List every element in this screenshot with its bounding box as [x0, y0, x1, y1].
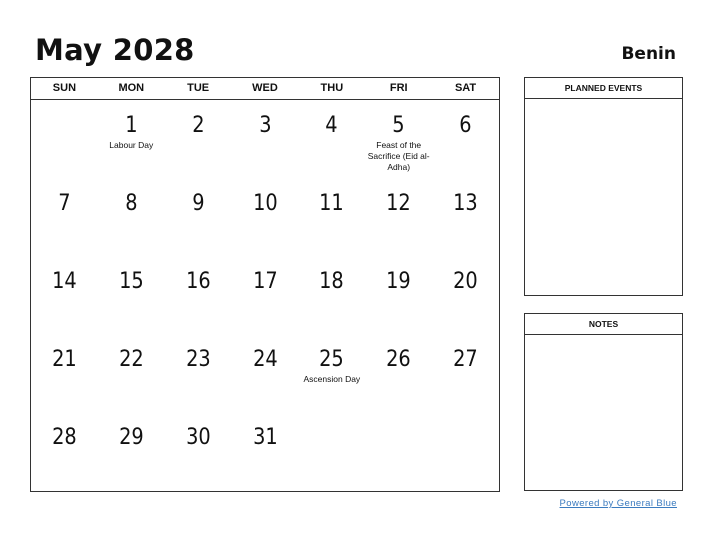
day-cell: [365, 178, 432, 256]
day-cell: [298, 412, 365, 490]
day-cell: [165, 256, 232, 334]
day-cell: [232, 100, 299, 178]
day-number: 16: [185, 269, 211, 294]
day-cell: [232, 178, 299, 256]
day-number: 5: [392, 113, 405, 138]
day-cell: [232, 334, 299, 412]
day-cell: [31, 334, 98, 412]
day-number: 11: [319, 191, 345, 216]
day-number: 18: [319, 269, 345, 294]
day-number: 25: [319, 347, 345, 372]
notes-heading: NOTES: [525, 314, 682, 335]
day-number: 4: [325, 113, 339, 138]
weekday-fri: FRI: [389, 82, 408, 94]
notes-panel: [524, 313, 683, 491]
day-number: 14: [52, 269, 77, 294]
day-number: 23: [185, 347, 211, 372]
day-cell: [31, 100, 98, 178]
day-cell: [298, 178, 365, 256]
day-cell: [432, 412, 499, 490]
day-number: 30: [185, 425, 211, 450]
day-number: 1: [125, 113, 138, 138]
day-cell: [232, 412, 299, 490]
day-cell: [165, 412, 232, 490]
day-number: 7: [58, 191, 71, 216]
day-number: 10: [252, 191, 278, 216]
day-cell: [31, 178, 98, 256]
day-number: 6: [459, 113, 472, 138]
weekday-thu: THU: [320, 82, 344, 94]
holiday-label: Feast of the Sacrifice (Eid al-Adha): [367, 140, 430, 172]
day-number: 24: [252, 347, 278, 372]
day-cell: [98, 100, 165, 178]
country-label: Benin: [621, 44, 676, 64]
day-number: 28: [52, 425, 77, 450]
day-cell: [365, 100, 432, 178]
day-number: 17: [252, 269, 278, 294]
day-number: 19: [386, 269, 412, 294]
day-number: 20: [453, 269, 478, 294]
day-cell: [31, 412, 98, 490]
day-number: 2: [191, 113, 205, 138]
powered-by-link[interactable]: Powered by General Blue: [559, 498, 677, 509]
holiday-label: Labour Day: [109, 140, 154, 150]
day-cell: [98, 334, 165, 412]
page-title: May 2028: [35, 33, 195, 67]
day-cell: [98, 178, 165, 256]
calendar-grid: [30, 77, 500, 492]
day-cell: [165, 178, 232, 256]
day-number: 21: [52, 347, 77, 372]
weekday-sat: SAT: [454, 82, 477, 94]
day-number: 12: [386, 191, 412, 216]
planned-events-heading: PLANNED EVENTS: [525, 78, 682, 99]
day-cell: [365, 334, 432, 412]
day-cell: [298, 256, 365, 334]
planned-events-panel: [524, 77, 683, 296]
weekday-wed: WED: [252, 82, 278, 94]
weekday-tue: TUE: [187, 82, 210, 94]
holiday-label: Ascension Day: [303, 374, 361, 384]
day-cell: [165, 334, 232, 412]
day-cell: [31, 256, 98, 334]
day-number: 9: [191, 191, 205, 216]
day-cell: [98, 412, 165, 490]
weekday-header-row: [31, 78, 499, 100]
day-cell: [298, 100, 365, 178]
weekday-sun: SUN: [52, 82, 77, 94]
day-cell: [98, 256, 165, 334]
day-number: 15: [118, 269, 144, 294]
day-number: 26: [386, 347, 412, 372]
day-number: 31: [252, 425, 278, 450]
day-number: 29: [118, 425, 144, 450]
day-number: 3: [258, 113, 272, 138]
weekday-mon: MON: [118, 82, 145, 94]
day-cell: [232, 256, 299, 334]
day-cell: [432, 256, 499, 334]
day-cell: [365, 256, 432, 334]
day-cell: [432, 100, 499, 178]
day-number: 13: [453, 191, 478, 216]
day-cell: [365, 412, 432, 490]
day-cell: [298, 334, 365, 412]
day-cell: [165, 100, 232, 178]
day-number: 22: [118, 347, 144, 372]
calendar-weeks: [31, 100, 499, 490]
day-cell: [432, 334, 499, 412]
day-number: 8: [125, 191, 138, 216]
day-cell: [432, 178, 499, 256]
day-number: 27: [453, 347, 478, 372]
